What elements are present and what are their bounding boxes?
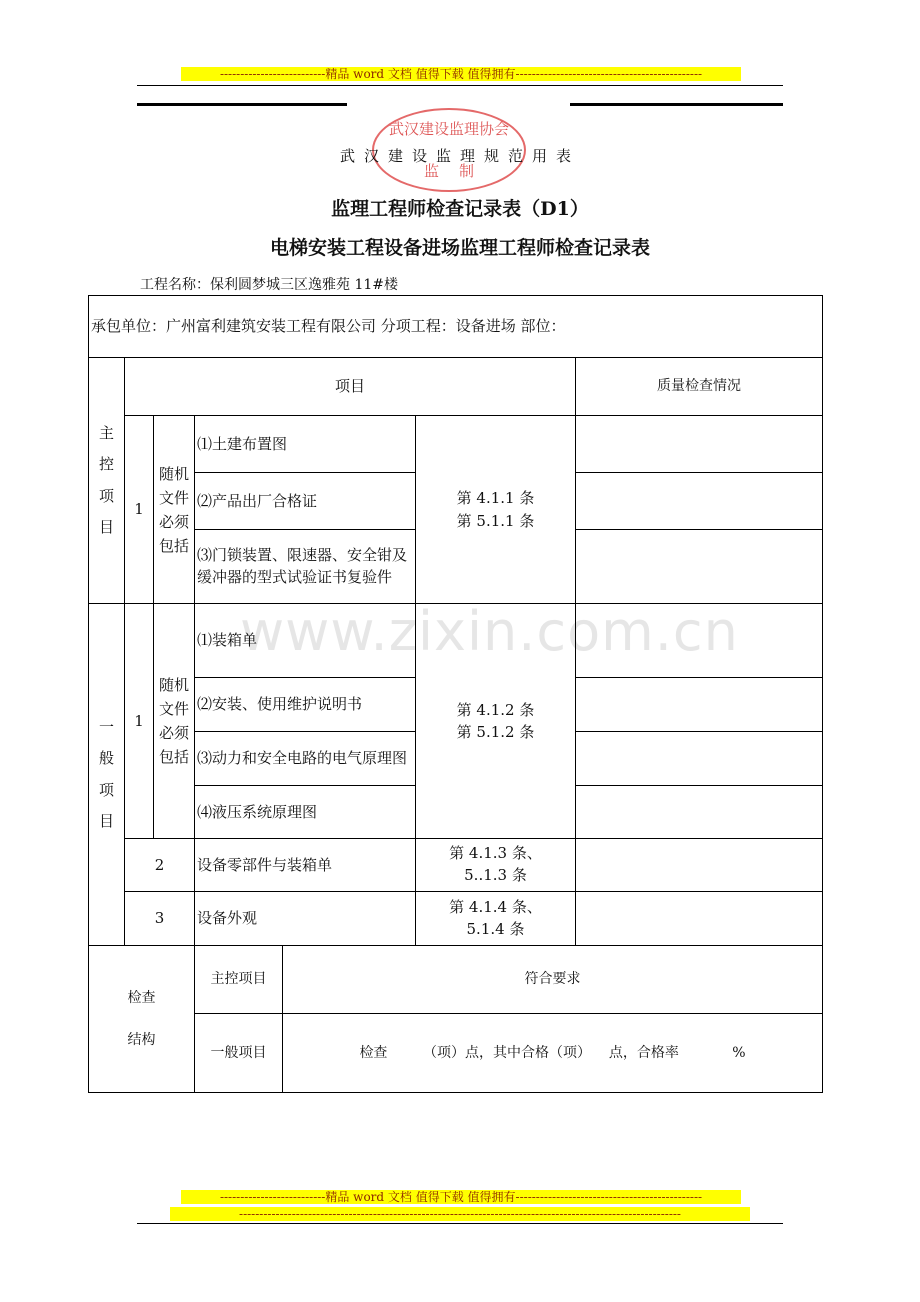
stamp-bottom-text: 监制 [423,162,494,180]
stamp-top-text: 武汉建设监理协会 [388,120,509,138]
result-general-label: 一般项目 [194,1013,283,1093]
form-title: 监理工程师检查记录表（D1） [331,198,589,220]
form-series-title: 武汉建设监理规范用表 [339,147,580,165]
main-clause: 第 4.1.1 条 第 5.1.1 条 [415,415,576,604]
col-header-quality: 质量检查情况 [575,357,823,416]
result-general-value[interactable]: 检查 （项）点，其中合格（项） 点，合格率 % [282,1013,823,1093]
top-rule [137,85,783,86]
main-quality-1[interactable] [575,415,823,473]
main-quality-2[interactable] [575,472,823,530]
general-item-2: ⑵安装、使用维护说明书 [194,677,416,732]
result-label: 检查 结构 [88,945,195,1093]
watermark: www.zixin.com.cn [240,600,739,663]
result-main-value[interactable]: 符合要求 [282,945,823,1014]
main-item-1: ⑴土建布置图 [194,415,416,473]
project-name: 工程名称：保利圆梦城三区逸雅苑 11#楼 [140,277,398,293]
general-quality-4[interactable] [575,785,823,839]
general-row3-number: 3 [124,891,195,946]
main-quality-3[interactable] [575,529,823,604]
bottom-rule [137,1223,783,1224]
general-item-number: 1 [124,603,154,839]
header-rule-right [570,103,783,106]
general-row2-quality[interactable] [575,838,823,892]
general-item-3: ⑶动力和安全电路的电气原理图 [194,731,416,786]
main-item-3: ⑶门锁装置、限速器、安全钳及缓冲器的型式试验证书复验件 [194,529,416,604]
general-row2-clause: 第 4.1.3 条、 5..1.3 条 [415,838,576,892]
main-group-label: 主 控 项 目 [88,357,125,604]
contractor-line: 承包单位：广州富利建筑安装工程有限公司 分项工程：设备进场 部位： [88,295,823,358]
main-sub-label: 随机 文件 必须 包括 [153,415,195,604]
general-item-1: ⑴装箱单 [194,603,416,678]
header-rule-left [137,103,347,106]
general-row2-number: 2 [124,838,195,892]
general-quality-3[interactable] [575,731,823,786]
general-row2-item: 设备零部件与装箱单 [194,838,416,892]
top-banner: --------------------------精品 word 文档 值得下载 值得拥有---------------------------------------------- [181,67,741,81]
general-group-label: 一 般 项 目 [88,603,125,946]
bottom-banner-line: ------------------------------------------------------------------------------------------------------------- [170,1207,750,1221]
general-item-4: ⑷液压系统原理图 [194,785,416,839]
form-subtitle: 电梯安装工程设备进场监理工程师检查记录表 [269,237,650,259]
general-clause: 第 4.1.2 条 第 5.1.2 条 [415,603,576,839]
col-header-item: 项目 [124,357,576,416]
bottom-banner: --------------------------精品 word 文档 值得下载 值得拥有---------------------------------------------- [181,1190,741,1204]
general-quality-2[interactable] [575,677,823,732]
general-quality-1[interactable] [575,603,823,678]
general-row3-item: 设备外观 [194,891,416,946]
general-row3-clause: 第 4.1.4 条、 5.1.4 条 [415,891,576,946]
general-row3-quality[interactable] [575,891,823,946]
result-main-label: 主控项目 [194,945,283,1014]
main-item-number: 1 [124,415,154,604]
main-item-2: ⑵产品出厂合格证 [194,472,416,530]
general-sub-label: 随机 文件 必须 包括 [153,603,195,839]
